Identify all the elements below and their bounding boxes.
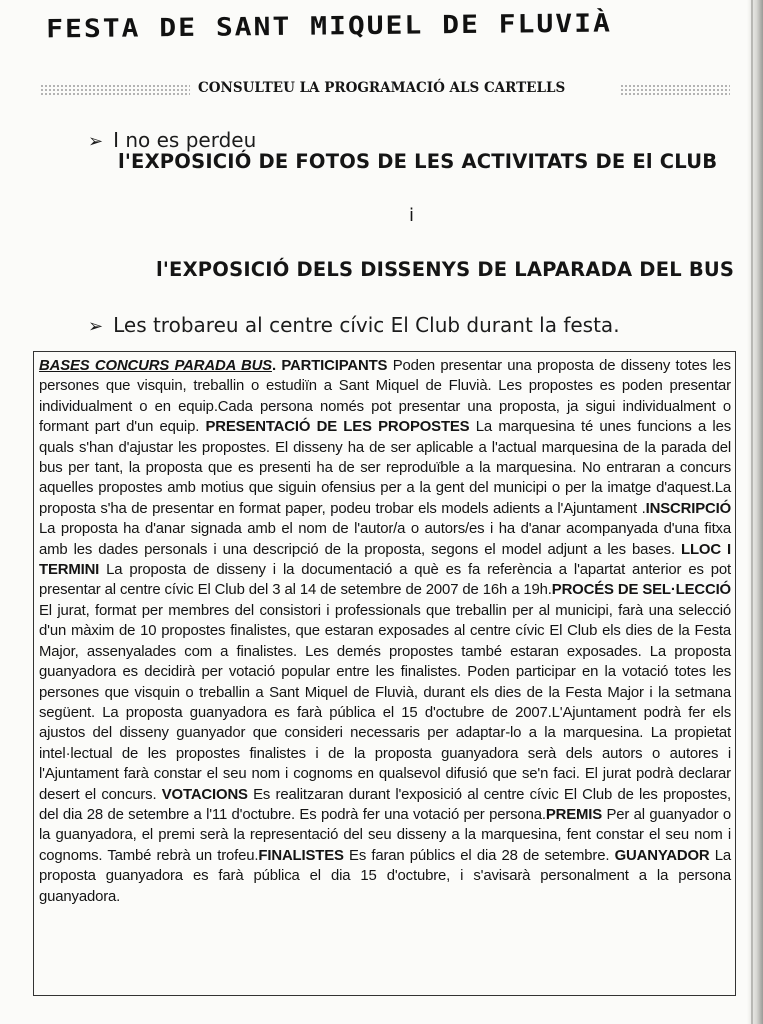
section-presentation-text: La marquesina té unes funcions a les quals s'han d'ajustar les propostes. El disseny ha de ser aplicable a l'actual marquesina de la parada del bus per tant, la proposta que es presenti ha de ser reproduïble a la marquesina. No entraran a concurs aquelles propostes amb motius que siguin ofensius per a la gent del municipi o per la imatge d'aquest.La proposta s'ha de presentar en format paper, podeu trobar els models adients a l'Ajuntament .: [39, 419, 732, 517]
page-edge-line: [751, 0, 753, 1024]
intro-line-2: Les trobareu al centre cívic El Club durant la festa.: [113, 313, 620, 337]
intro-bullet-1: [88, 128, 256, 152]
section-finalists-text: Es faran públics el dia 28 de setembre.: [343, 847, 615, 864]
section-winner-label: GUANYADOR: [614, 847, 710, 864]
decorative-dots-right: [620, 84, 730, 96]
contest-rules-text: BASES CONCURS PARADA BUS. PARTICIPANTS Poden presentar una proposta de disseny totes les persones que visquin, treballin o estudiïn a Sant Miquel de Fluvià. Les propostes es poden presentar individualment o en equip.Cada persona només pot presentar una proposta, ja sigui individualment o formant part d'un equip. PRESENTACIÓ DE LES PROPOSTES La marquesina té unes funcions a les quals s'han d'ajustar les propostes. El disseny ha de ser aplicable a l'actual marquesina de la parada del bus per tant, la proposta que es presenti ha de ser reproduïble a la marquesina. No entraran a concurs aquelles propostes amb motius que siguin ofensius per a la gent del municipi o per la imatge d'aquest.La proposta s'ha de presentar en format paper, podeu trobar els models adients a l'Ajuntament .INSCRIPCIÓ La proposta ha d'anar signada amb el nom de l'autor/a o autors/es i ha d'anar acompanyada d'una fitxa amb les dades personals i una descripció de la proposta, segons el model adjunt a les bases. LLOC I TERMINI La proposta de disseny i la documentació a què es fa referència a l'apartat anterior es pot presentar al centre cívic El Club del 3 al 14 de setembre de 2007 de 16h a 19h.PROCÉS DE SEL·LECCIÓ El jurat, format per membres del consistori i professionals que treballin per al municipi, farà una selecció d'un màxim de 10 propostes finalistes, que estaran exposades al centre cívic El Club els dies de la Festa Major, assenyalades com a finalistes. Les demés propostes també estaran exposades. La proposta guanyadora es decidirà per votació popular entre les finalistes. Poden participar en la votació totes les persones que visquin o treballin a Sant Miquel de Fluvià, durant els dies de la Festa Major i la setmana següent. La proposta guanyadora es farà pública el 15 d'octubre de 2007.L'Ajuntament podrà fer els ajustos del disseny guanyador que consideri necessaris per adaptar-lo a la marquesina. La propietat intel·lectual de les propostes finalistes i de la proposta guanyadora serà dels autors o autores i l'Ajuntament farà constar el seu nom i cognoms en qualsevol difusió que se'n faci. El jurat podrà declarar desert el concurs. VOTACIONS Es realitzaran durant l'exposició al centre cívic El Club de les propostes, del dia 28 de setembre a l'11 d'octubre. Es podrà fer una votació per persona.PREMIS Per al guanyador o la guanyadora, el premi serà la representació del seu disseny a la marquesina, fent constar el seu nom i cognoms. També rebrà un trofeu.FINALISTES Es faran públics el dia 28 de setembre. GUANYADOR La proposta guanyadora es farà pública el dia 15 d'octubre, i s'avisarà personalment a la persona guanyadora.: [39, 358, 732, 905]
section-selection-label: PROCÉS DE SEL·LECCIÓ: [551, 582, 731, 599]
section-prizes-label: PREMIS: [545, 806, 603, 823]
section-prizes-text: Per al guanyador o la guanyadora, el premi serà la representació del seu disseny a la marquesina, fent constar el seu nom i cognoms. També rebrà un trofeu.: [39, 806, 732, 864]
section-place-deadline-text: La proposta de disseny i la documentació a què es fa referència a l'apartat anterior es pot presentar al centre cívic El Club del 3 al 14 de setembre de 2007 de 16h a 19h.: [39, 562, 731, 599]
intro-bullet-2: [88, 313, 620, 337]
connector-text: i: [409, 205, 415, 226]
section-registration-text: La proposta ha d'anar signada amb el nom de l'autor/a o autors/es i ha d'anar acompanyada d'una fitxa amb les dades personals i una descripció de la proposta, segons el model adjunt a les bases.: [39, 521, 731, 558]
section-participants-text: Poden presentar una proposta de disseny totes les persones que visquin, treballin o estudiïn a Sant Miquel de Fluvià. Les propostes es poden presentar individualment o en equip.Cada persona només pot presentar una proposta, ja sigui individualment o formant part d'un equip.: [39, 358, 731, 436]
intro-line-1: I no es perdeu: [113, 128, 257, 152]
exhibition-photos-heading: l'EXPOSICIÓ DE FOTOS DE LES ACTIVITATS DE El CLUB: [118, 150, 718, 173]
section-registration-label: INSCRIPCIÓ: [645, 500, 731, 517]
page-edge-shadow: [747, 0, 763, 1024]
section-presentation-label: PRESENTACIÓ DE LES PROPOSTES: [205, 419, 470, 436]
page-title: FESTA DE SANT MIQUEL DE FLUVIÀ: [46, 8, 613, 44]
exhibition-designs-heading: l'EXPOSICIÓ DELS DISSENYS DE LAPARADA DEL BUS: [156, 258, 735, 281]
section-place-deadline-label: LLOC I TERMINI: [39, 541, 732, 579]
section-winner-text: La proposta guanyadora es farà pública el dia 15 d'octubre, i s'avisarà personalment a la persona guanyadora.: [39, 847, 731, 905]
section-selection-text: El jurat, format per membres del consistori i professionals que treballin per al municipi, farà una selecció d'un màxim de 10 propostes finalistes, que estaran exposades al centre cívic El Club els dies de la Festa Major, assenyalades com a finalistes. Les demés propostes també estaran exposades. La proposta guanyadora es decidirà per votació popular entre les finalistes. Poden participar en la votació totes les persones que visquin o treballin a Sant Miquel de Fluvià, durant els dies de la Festa Major i la setmana següent. La proposta guanyadora es farà pública el 15 d'octubre de 2007.L'Ajuntament podrà fer els ajustos del disseny guanyador que consideri necessaris per adaptar-lo a la marquesina. La propietat intel·lectual de les propostes finalistes i de la proposta guanyadora serà dels autors o autores i l'Ajuntament farà constar el seu nom i cognoms en qualsevol difusió que se'n faci. El jurat podrà declarar desert el concurs.: [39, 602, 731, 803]
subtitle: CONSULTEU LA PROGRAMACIÓ ALS CARTELLS: [198, 80, 566, 96]
arrow-bullet-icon: ➢: [88, 316, 104, 337]
section-finalists-label: FINALISTES: [258, 847, 344, 864]
contest-rules-title: BASES CONCURS PARADA BUS: [39, 358, 272, 374]
section-voting-label: VOTACIONS: [161, 786, 248, 803]
subtitle-row: [40, 80, 735, 100]
section-voting-text: Es realitzaran durant l'exposició al centre cívic El Club de les propostes, del dia 28 de setembre a l'11 d'octubre. Es podrà fer una votació per persona.: [39, 786, 731, 823]
section-participants-label: PARTICIPANTS: [281, 358, 388, 374]
decorative-dots-left: [40, 84, 190, 96]
arrow-bullet-icon: ➢: [88, 131, 104, 152]
